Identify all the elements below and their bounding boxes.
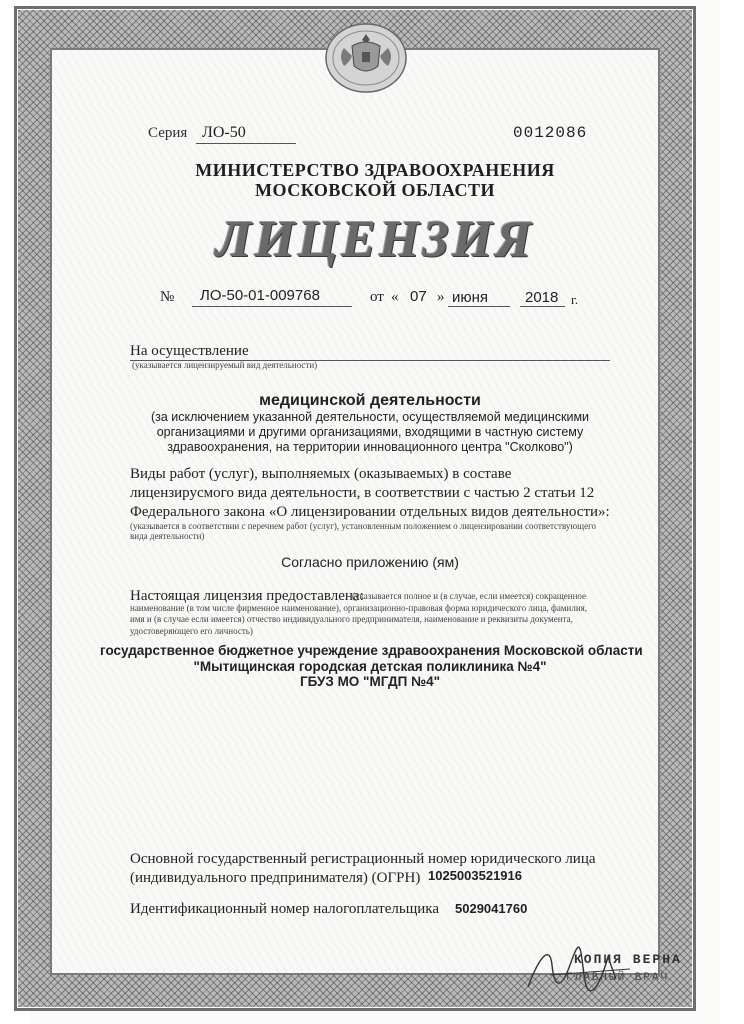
license-month: июня bbox=[452, 289, 489, 306]
license-number: ЛО-50-01-009768 bbox=[200, 287, 320, 304]
year-suffix: г. bbox=[571, 292, 579, 307]
date-prefix: от bbox=[370, 289, 384, 305]
activity-detail: (за исключением указанной деятельности, осуществляемой медицинскими организациями и другими организациями, входящими в частную систему здравоохранения, на территории инновационного центра "Сколково") bbox=[150, 410, 590, 454]
activity-label: На осуществление bbox=[130, 343, 249, 359]
inn-value: 5029041760 bbox=[455, 901, 528, 916]
series-value: ЛО-50 bbox=[202, 124, 246, 141]
holder-label: Настоящая лицензия предоставлена: bbox=[130, 588, 364, 604]
document-title: ЛИЦЕНЗИЯ bbox=[215, 211, 535, 268]
ogrn-label: Основной государственный регистрационный номер юридического лица (индивидуального предпринимателя) (ОГРН) bbox=[130, 851, 596, 886]
coat-of-arms-emblem-icon bbox=[322, 18, 410, 94]
works-text: Виды работ (услуг), выполняемых (оказываемых) в составе лицензирусмого вида деятельности, в соответствии с частью 2 статьи 12 Федерального закона «О лицензировании отдельных видов деятельности»: bbox=[130, 466, 610, 520]
holder-name-line-1: государственное бюджетное учреждение здравоохранения Московской области bbox=[100, 643, 643, 658]
activity-name: медицинской деятельности bbox=[259, 392, 481, 409]
serial-number: 0012086 bbox=[513, 124, 588, 142]
series-underline bbox=[196, 143, 296, 144]
issuer-line-2: МОСКОВСКОЙ ОБЛАСТИ bbox=[255, 180, 495, 200]
ogrn-value: 1025003521916 bbox=[428, 868, 522, 883]
number-sign: № bbox=[160, 289, 175, 305]
works-appendix: Согласно приложению (ям) bbox=[281, 554, 459, 570]
holder-note: (указывается полное и (в случае, если имеется) сокращенное наименование (в том числе фирменное наименование), организационно-правовая форма юридического лица, фамилия, имя и (в случае если имеется) отчество индивидуального предпринимателя, наименование и реквизиты документа, удостоверяющего его личность) bbox=[130, 591, 588, 636]
works-note: (указывается в соответствии с перечнем работ (услуг), установленным положением о лицензировании соответствующего вида деятельности) bbox=[130, 521, 597, 541]
inn-label: Идентификационный номер налогоплательщика bbox=[130, 901, 440, 917]
year-underline bbox=[520, 306, 565, 307]
copy-stamp-line-2: ГЛАВНЫЙ ВРАЧ bbox=[566, 972, 670, 984]
date-quote-close: » bbox=[437, 289, 445, 305]
holder-short-name: ГБУЗ МО "МГДП №4" bbox=[299, 674, 441, 689]
series-label: Серия bbox=[148, 125, 188, 141]
number-underline bbox=[192, 306, 352, 307]
issuer-line-1: МИНИСТЕРСТВО ЗДРАВООХРАНЕНИЯ bbox=[195, 160, 555, 180]
holder-name-line-2: "Мытищинская городская детская поликлиника №4" bbox=[193, 659, 547, 674]
copy-stamp-line-1: КОПИЯ ВЕРНА bbox=[574, 952, 682, 967]
month-underline bbox=[448, 306, 510, 307]
license-day: 07 bbox=[410, 288, 427, 305]
license-year: 2018 bbox=[525, 289, 559, 306]
date-quote-open: « bbox=[391, 289, 399, 305]
activity-label-note: (указывается лицензируемый вид деятельности) bbox=[132, 360, 318, 370]
